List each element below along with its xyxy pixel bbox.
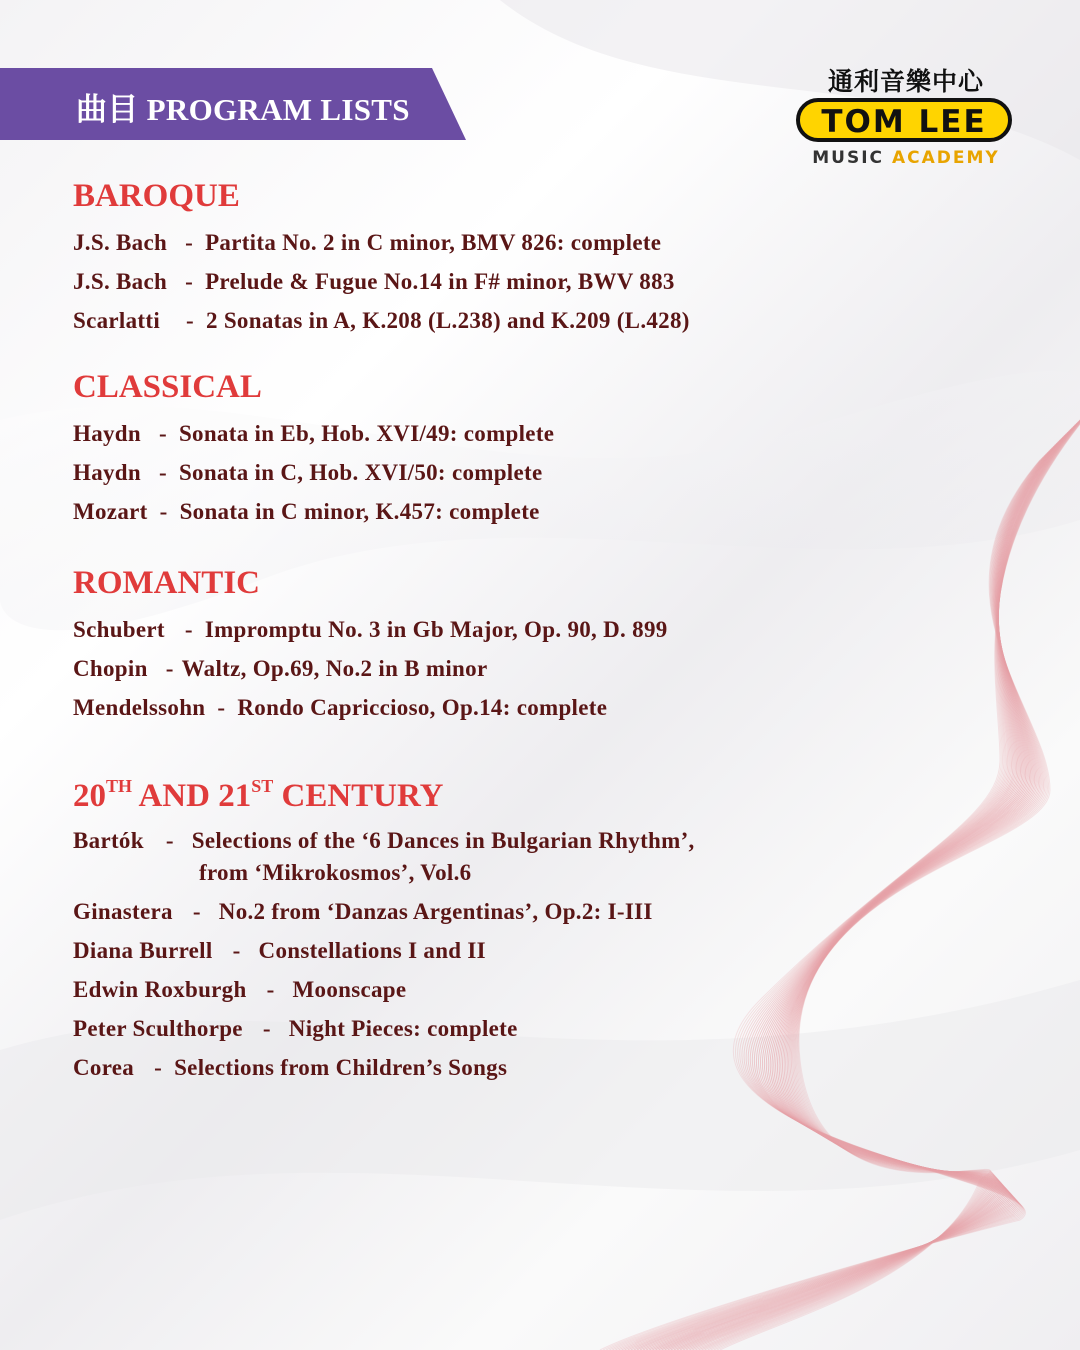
separator: - (217, 695, 226, 720)
composer: J.S. Bach (73, 230, 168, 255)
program-entry (73, 269, 675, 295)
work: Night Pieces: complete (288, 1016, 518, 1041)
composer: Scarlatti (73, 308, 161, 333)
composer: Schubert (73, 617, 165, 642)
program-entry (73, 695, 607, 721)
composer: Peter Sculthorpe (73, 1016, 243, 1041)
program-entry (73, 617, 668, 643)
program-entry (73, 460, 542, 486)
work: Moonscape (292, 977, 407, 1002)
separator: - (158, 460, 167, 485)
program-entry (73, 899, 653, 925)
section-title-romantic: ROMANTIC (73, 565, 260, 601)
separator: - (185, 230, 194, 255)
composer: Diana Burrell (73, 938, 213, 963)
work: Sonata in C minor, K.457: complete (179, 499, 540, 524)
composer: J.S. Bach (73, 269, 168, 294)
logo-chinese-name: 通利音樂中心 (827, 67, 984, 96)
work: Waltz, Op.69, No.2 in B minor (181, 656, 488, 681)
separator: - (262, 1016, 271, 1041)
work: Partita No. 2 in C minor, BMV 826: complete (205, 230, 662, 255)
program-entry (73, 308, 690, 334)
program-entry (73, 421, 554, 447)
logo-sub-academy: ACADEMY (891, 148, 1000, 168)
composer: Ginastera (73, 899, 173, 924)
title-superscript: TH (106, 776, 133, 796)
title-part: 20 (73, 778, 106, 814)
separator: - (165, 656, 174, 681)
work: Selections of the ‘6 Dances in Bulgarian Rhythm’, (191, 828, 695, 853)
work: Rondo Capriccioso, Op.14: complete (237, 695, 608, 720)
section-title-classical: CLASSICAL (73, 369, 262, 405)
wave-line (615, 408, 1080, 1350)
composer: Haydn (73, 460, 141, 485)
program-entry (73, 230, 661, 256)
work: Selections from Children’s Songs (174, 1055, 508, 1080)
program-entry (73, 1016, 518, 1042)
program-entry-continuation: from ‘Mikrokosmos’, Vol.6 (199, 860, 472, 885)
separator: - (154, 1055, 163, 1080)
section-title-baroque: BAROQUE (73, 178, 240, 214)
work: No.2 from ‘Danzas Argentinas’, Op.2: I-III (218, 899, 653, 924)
section-title-20th-21st-century (73, 776, 444, 815)
logo-sub-music: MUSIC (812, 148, 885, 168)
program-entry (73, 977, 406, 1003)
page-title: 曲目 PROGRAM LISTS (76, 92, 410, 127)
separator: - (185, 269, 194, 294)
wave-line (649, 425, 1075, 1350)
composer: Mendelssohn (73, 695, 206, 720)
work: Prelude & Fugue No.14 in F# minor, BWV 883 (205, 269, 675, 294)
program-entry (73, 656, 487, 682)
composer: Edwin Roxburgh (73, 977, 247, 1002)
composer: Chopin (73, 656, 148, 681)
title-superscript: ST (251, 776, 274, 796)
work: Constellations I and II (258, 938, 486, 963)
work: Impromptu No. 3 in Gb Major, Op. 90, D. 899 (204, 617, 668, 642)
composer: Bartók (73, 828, 144, 853)
work: Sonata in C, Hob. XVI/50: complete (178, 460, 543, 485)
composer: Corea (73, 1055, 135, 1080)
logo-pill (796, 98, 1012, 142)
program-entry (73, 828, 695, 854)
work: Sonata in Eb, Hob. XVI/49: complete (178, 421, 555, 446)
wave-line (628, 414, 1080, 1350)
separator: - (232, 938, 241, 963)
logo-main-text: TOM LEE (821, 104, 987, 140)
work: 2 Sonatas in A, K.208 (L.238) and K.209 (L.428) (205, 308, 690, 333)
separator: - (186, 308, 194, 333)
logo-subtitle (794, 148, 1018, 168)
separator: - (158, 421, 167, 446)
composer: Mozart (73, 499, 148, 524)
program-entry (73, 1055, 507, 1081)
program-entry (73, 938, 486, 964)
separator: - (192, 899, 201, 924)
title-part: AND 21 (132, 778, 252, 814)
tom-lee-logo (794, 62, 1018, 172)
separator: - (165, 828, 174, 853)
separator: - (266, 977, 275, 1002)
wave-line (625, 412, 1080, 1350)
title-part: CENTURY (273, 778, 444, 814)
separator: - (184, 617, 193, 642)
wave-line (652, 426, 1074, 1350)
separator: - (159, 499, 168, 524)
wave-line (634, 417, 1080, 1350)
composer: Haydn (73, 421, 141, 446)
program-entry (73, 499, 540, 525)
